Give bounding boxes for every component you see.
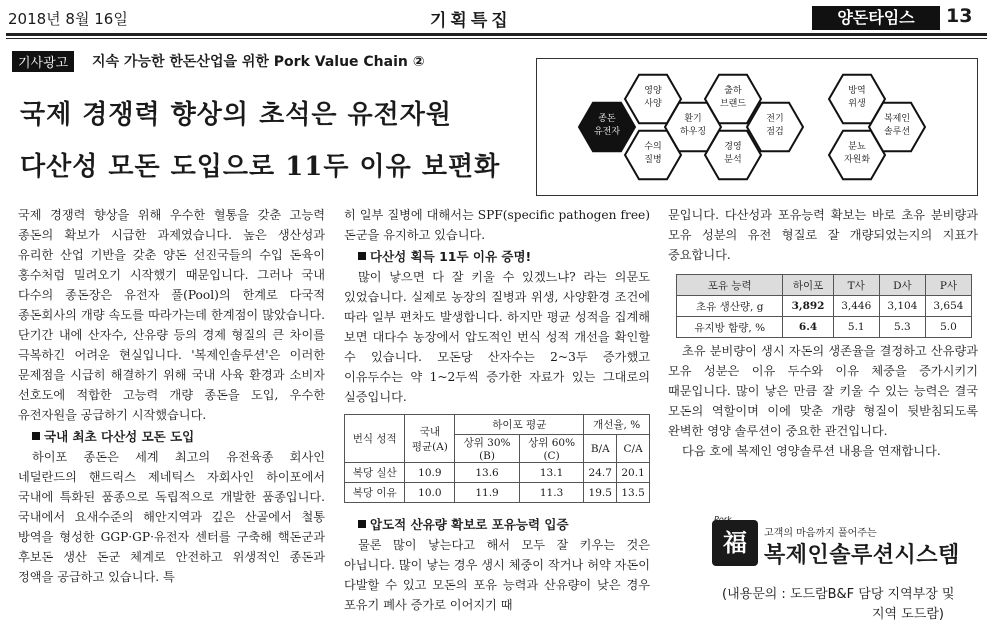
company-name: 복제인솔루션시스템 xyxy=(764,543,960,568)
table-cell: 5.0 xyxy=(925,317,971,338)
table-cell: 10.9 xyxy=(405,463,455,483)
contact-info-cont: 지역 도드람) xyxy=(872,607,944,622)
table-cell: 11.3 xyxy=(519,483,584,503)
company-logo-icon: 福 xyxy=(712,520,758,566)
table-cell: 13.1 xyxy=(519,463,584,483)
hexagon-label: 자원화 xyxy=(843,155,871,165)
table-header: 하이포 평균 xyxy=(455,415,584,435)
table-header: 하이포 xyxy=(783,275,833,296)
paragraph: 물론 많이 낳는다고 해서 모두 잘 키우는 것은 아닙니다. 많이 낳는 경우 생시 체중이 작거나 허약 자돈이 다발할 수 있고 모돈의 포유 능력과 산유량이 낮은 경우 포유기 폐사 증가로 이어지기 때 xyxy=(344,538,650,612)
table-cell: 복당 실산 xyxy=(345,463,405,483)
table-header: B/A xyxy=(584,435,617,463)
table-header: T사 xyxy=(833,275,879,296)
paragraph: 많이 낳으면 다 잘 키울 수 있겠느냐? 라는 의문도 있었습니다. 실제로 농장의 질병과 위생, 사양환경 조건에 따라 일부 편차도 발생합니다. 하지만 평균 성적을 집계해 보면 대다수 농장에서 압도적인 번식 성적 개선을 확인할 수 있습니다. 모돈당 산자수는 2~3두 증가했고 이유두수는 약 1~2두씩 증가한 자료가 있는 그대로의 실증입니다. xyxy=(344,270,650,404)
table-cell: 3,104 xyxy=(879,296,925,317)
table-cell: 3,892 xyxy=(783,296,833,317)
ad-tag: 기사광고 xyxy=(12,51,74,72)
nursing-ability-table xyxy=(676,274,972,338)
pork-value-chain-diagram xyxy=(536,58,978,196)
hexagon-label: 복제인 xyxy=(883,114,911,124)
paragraph: 다음 호에 복제인 영양솔루션 내용을 연재합니다. xyxy=(682,444,941,458)
hexagon-chain xyxy=(537,59,977,195)
hexagon-label: 질병 xyxy=(644,155,662,165)
issue-date: 2018년 8월 16일 xyxy=(8,10,128,28)
headline-main: 국제 경쟁력 향상의 초석은 유전자원 xyxy=(20,100,452,130)
table-cell: 24.7 xyxy=(584,463,617,483)
table-header: 상위 30% (B) xyxy=(455,435,520,463)
breeding-performance-table xyxy=(344,414,650,503)
subheading: 국내 최초 다산성 모돈 도입 xyxy=(32,427,325,447)
table-row xyxy=(345,483,650,503)
hexagon-label: 수의 xyxy=(644,142,662,152)
section-title: 기획특집 xyxy=(430,11,512,31)
table-row xyxy=(677,296,972,317)
table-cell: 20.1 xyxy=(617,463,650,483)
paragraph: 하이포 종돈은 세계 최고의 유전육종 회사인 네덜란드의 핸드릭스 제네틱스 자회사인 하이포에서 국내에 특화된 품종으로 독립적으로 개발한 품종입니다. 국내에서 요새수준의 해안지역과 깊은 산골에서 철통 방역을 형성한 GGP·GP·유전자 센터를 구축해 핵돈군과 후보돈 생산 돈군 체계로 안전하고 위생적인 종돈과 정액을 공급하고 있습니다. 특 xyxy=(18,450,325,584)
page-number: 13 xyxy=(946,5,973,27)
table-cell: 6.4 xyxy=(783,317,833,338)
table-cell: 3,446 xyxy=(833,296,879,317)
bullet-square-icon xyxy=(32,432,40,440)
column-1 xyxy=(18,205,325,587)
table-cell: 13.5 xyxy=(617,483,650,503)
table-cell: 초유 생산량, g xyxy=(677,296,783,317)
table-header: 번식 성적 xyxy=(345,415,405,463)
newspaper-name: 양돈타임스 xyxy=(812,6,940,30)
table-header: 포유 능력 xyxy=(677,275,783,296)
table-header: C/A xyxy=(617,435,650,463)
hexagon-label: 종돈 xyxy=(598,114,616,124)
hexagon-label: 분석 xyxy=(724,155,742,165)
logo-pork-text: Pork xyxy=(714,515,732,524)
table-cell: 13.6 xyxy=(455,463,520,483)
hexagon-label: 환기 xyxy=(684,114,702,124)
table-header: 상위 60% (C) xyxy=(519,435,584,463)
series-title: 지속 가능한 한돈산업을 위한 Pork Value Chain ② xyxy=(92,54,425,70)
table-header: 개선율, % xyxy=(584,415,650,435)
table-cell: 3,654 xyxy=(925,296,971,317)
hexagon-label: 하우징 xyxy=(679,127,707,137)
paragraph: 문입니다. 다산성과 포유능력 확보는 바로 초유 분비량과 모유 성분의 유전 형질로 잘 개량되었는지의 지표가 중요합니다. xyxy=(668,208,978,262)
contact-info: (내용문의 : 도드람B&F 담당 지역부장 및 xyxy=(722,587,955,602)
paragraph: 히 일부 질병에 대해서는 SPF(specific pathogen free) 돈군을 유지하고 있습니다. xyxy=(344,208,650,242)
bullet-square-icon xyxy=(358,252,366,260)
paragraph: 초유 분비량이 생시 자돈의 생존율을 결정하고 산유량과 모유 성분은 이유 두수와 이유 체중을 증가시키기 때문입니다. 많이 낳은 만큼 잘 키울 수 있는 능력은 결국 모돈의 역할이며 이에 맞춘 개량 형질이 뒷받침되도록 완벽한 영양 솔루션이 중요한 관건입니다. xyxy=(668,344,978,438)
column-2 xyxy=(344,205,650,615)
hexagon-center xyxy=(579,103,635,151)
hexagon-label: 방역 xyxy=(848,86,866,96)
hexagon-label: 점검 xyxy=(766,127,784,137)
paragraph: 국제 경쟁력 향상을 위해 우수한 혈통을 갖춘 고능력 종돈의 확보가 시급한 과제였습니다. 높은 생산성과 유리한 산업 기반을 갖춘 양돈 선진국들의 수입 돈육이 홍수처럼 밀려오기 시작했기 때문입니다. 그러나 국내 다수의 종돈장은 유전자 풀(Pool)의 한계로 다국적 종돈회사의 개량 속도를 따라가는데 한계점이 많았습니다. 단기간 내에 산자수, 산유량 등의 경제 형질의 큰 차이를 극복하긴 어려운 현실입니다. '복제인솔루션'은 이러한 문제점을 시급히 해결하기 위해 국내 사육 환경과 소비자 선호도에 적합한 고능력 개량 종돈을 도입, 우수한 유전자원을 공급하기 시작했습니다. xyxy=(18,208,325,422)
headline-sub: 다산성 모돈 도입으로 11두 이유 보편화 xyxy=(20,152,501,182)
table-cell: 유지방 함량, % xyxy=(677,317,783,338)
table-cell: 복당 이유 xyxy=(345,483,405,503)
hexagon-label: 영양 xyxy=(644,86,662,96)
table-row xyxy=(345,463,650,483)
table-header: 국내 평균(A) xyxy=(405,415,455,463)
hexagon-label: 출하 xyxy=(724,86,742,96)
table-row xyxy=(677,317,972,338)
hexagon-label: 사양 xyxy=(644,99,662,109)
hexagon-label: 위생 xyxy=(848,99,866,109)
hexagon-label: 경영 xyxy=(724,142,742,152)
table-cell: 19.5 xyxy=(584,483,617,503)
header-rule-thin xyxy=(6,38,987,39)
table-cell: 10.0 xyxy=(405,483,455,503)
table-header: P사 xyxy=(925,275,971,296)
hexagon-label: 전기 xyxy=(766,114,784,124)
table-cell: 5.3 xyxy=(879,317,925,338)
hexagon-label: 브랜드 xyxy=(719,99,747,109)
bullet-square-icon xyxy=(358,520,366,528)
header-rule xyxy=(6,33,987,36)
subheading: 다산성 획득 11두 이유 증명! xyxy=(358,247,650,267)
table-cell: 11.9 xyxy=(455,483,520,503)
table-cell: 5.1 xyxy=(833,317,879,338)
hexagon-label: 분뇨 xyxy=(848,142,866,152)
subheading: 압도적 산유량 확보로 포유능력 입증 xyxy=(358,515,650,535)
hexagon-label: 유전자 xyxy=(593,127,621,137)
table-header: D사 xyxy=(879,275,925,296)
hexagon-label: 솔루션 xyxy=(883,127,911,137)
logo-tagline: 고객의 마음까지 풀어주는 xyxy=(764,528,877,539)
